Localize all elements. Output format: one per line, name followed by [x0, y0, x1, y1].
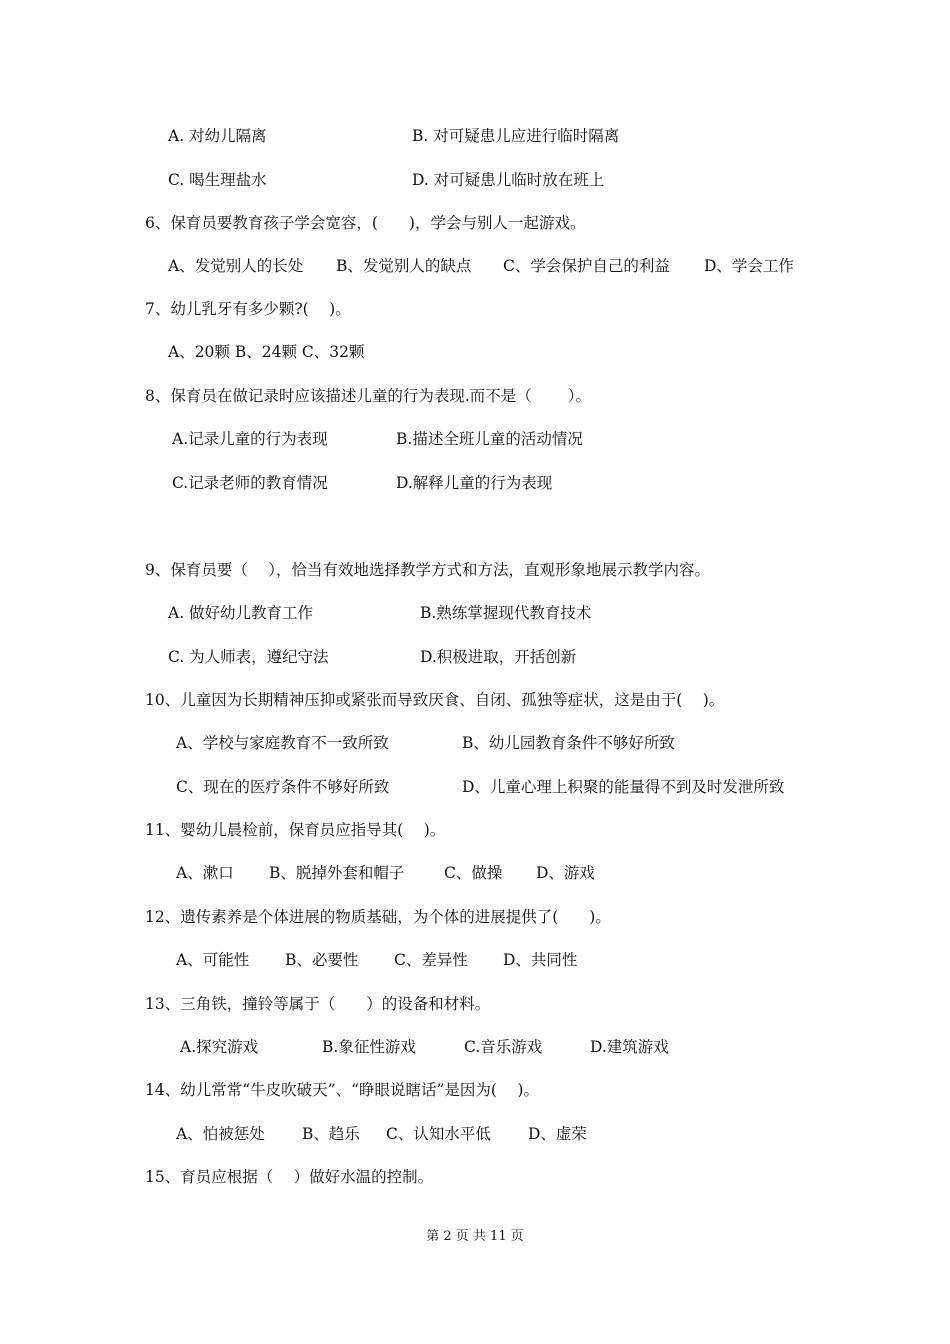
q12-stem: 12、遗传素养是个体进展的物质基础，为个体的进展提供了( )。 — [145, 908, 611, 926]
q10-stem: 10、儿童因为长期精神压抑或紧张而导致厌食、自闭、孤独等症状，这是由于( )。 — [145, 691, 725, 709]
q10-option-a: A、学校与家庭教育不一致所致 — [176, 734, 389, 752]
q9-option-b: B.熟练掌握现代教育技术 — [420, 604, 592, 622]
q6-option-b: B、发觉别人的缺点 — [336, 257, 472, 275]
q15-stem: 15、育员应根据（ ）做好水温的控制。 — [145, 1168, 434, 1186]
q13-option-c: C.音乐游戏 — [464, 1038, 543, 1056]
q5-option-d: D. 对可疑患儿临时放在班上 — [412, 171, 605, 189]
q13-option-d: D.建筑游戏 — [590, 1038, 669, 1056]
q8-option-a: A.记录儿童的行为表现 — [172, 430, 328, 448]
q8-option-b: B.描述全班儿童的活动情况 — [396, 430, 583, 448]
q12-option-b: B、必要性 — [285, 951, 359, 969]
q6-option-a: A、发觉别人的长处 — [168, 257, 304, 275]
q14-option-a: A、怕被惩处 — [176, 1125, 265, 1143]
q11-option-a: A、漱口 — [176, 864, 234, 882]
q11-option-d: D、游戏 — [536, 864, 595, 882]
q14-option-d: D、虚荣 — [528, 1125, 587, 1143]
q5-option-b: B. 对可疑患儿应进行临时隔离 — [412, 127, 620, 145]
q7-options: A、20颗 B、24颗 C、32颗 — [168, 343, 365, 361]
q11-stem: 11、婴幼儿晨检前，保育员应指导其( )。 — [145, 821, 446, 839]
q13-stem: 13、三角铁，撞铃等属于（ ）的设备和材料。 — [145, 995, 491, 1013]
q14-option-c: C、认知水平低 — [386, 1125, 491, 1143]
q11-option-b: B、脱掉外套和帽子 — [269, 864, 405, 882]
q12-option-d: D、共同性 — [503, 951, 578, 969]
page-number-footer: 第 2 页 共 11 页 — [426, 1229, 524, 1244]
q10-option-c: C、现在的医疗条件不够好所致 — [176, 778, 390, 796]
q5-option-a: A. 对幼儿隔离 — [168, 127, 267, 145]
q9-option-c: C. 为人师表，遵纪守法 — [168, 648, 329, 666]
q12-option-c: C、差异性 — [394, 951, 468, 969]
q8-option-d: D.解释儿童的行为表现 — [396, 474, 553, 492]
q13-option-a: A.探究游戏 — [180, 1038, 259, 1056]
q9-option-d: D.积极进取，开括创新 — [420, 648, 577, 666]
q6-option-c: C、学会保护自己的利益 — [503, 257, 670, 275]
q6-option-d: D、学会工作 — [704, 257, 794, 275]
q5-option-c: C. 喝生理盐水 — [168, 171, 267, 189]
q14-stem: 14、幼儿常常“牛皮吹破天”、“睁眼说瞎话”是因为( )。 — [145, 1081, 539, 1099]
q14-option-b: B、趋乐 — [302, 1125, 360, 1143]
q10-option-d: D、儿童心理上积聚的能量得不到及时发泄所致 — [462, 778, 785, 796]
q8-stem: 8、保育员在做记录时应该描述儿童的行为表现.而不是（ ）。 — [145, 387, 591, 405]
q13-option-b: B.象征性游戏 — [322, 1038, 416, 1056]
q11-option-c: C、做操 — [444, 864, 503, 882]
q6-stem: 6、保育员要教育孩子学会宽容，( )，学会与别人一起游戏。 — [145, 214, 586, 232]
q8-option-c: C.记录老师的教育情况 — [172, 474, 328, 492]
q10-option-b: B、幼儿园教育条件不够好所致 — [462, 734, 675, 752]
q7-stem: 7、幼儿乳牙有多少颗?( )。 — [145, 300, 351, 318]
q9-stem: 9、保育员要（ ），恰当有效地选择教学方式和方法，直观形象地展示教学内容。 — [145, 561, 711, 579]
q9-option-a: A. 做好幼儿教育工作 — [168, 604, 314, 622]
q12-option-a: A、可能性 — [176, 951, 250, 969]
